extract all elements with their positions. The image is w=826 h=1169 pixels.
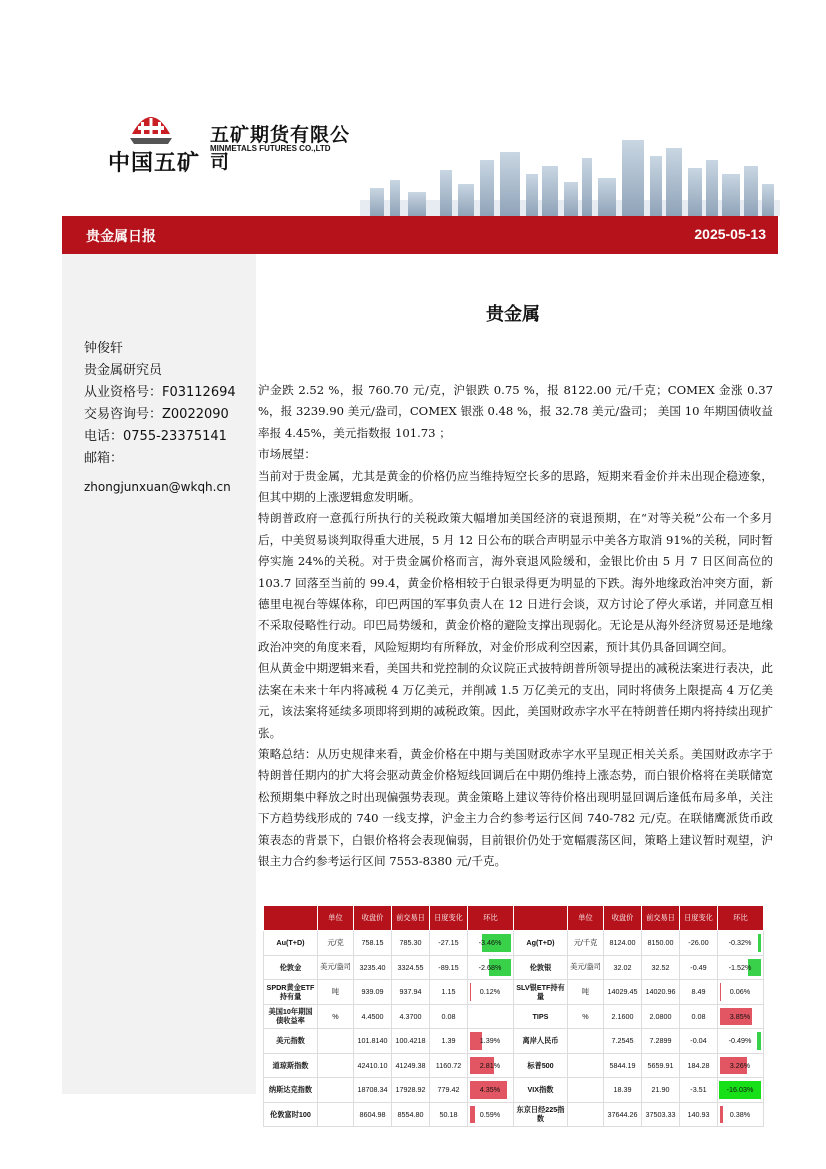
- unit-cell: 吨: [318, 980, 354, 1005]
- pct-change: -0.49%: [718, 1029, 764, 1054]
- unit-cell: %: [318, 1004, 354, 1029]
- unit-cell: 美元/盎司: [318, 955, 354, 980]
- author-email[interactable]: zhongjunxuan@wkqh.cn: [84, 480, 231, 494]
- unit-cell: 美元/盎司: [568, 955, 604, 980]
- pct-change: 0.12%: [468, 980, 514, 1005]
- unit-cell: 吨: [568, 980, 604, 1005]
- close-price: 5844.19: [604, 1053, 642, 1078]
- unit-cell: 元/克: [318, 931, 354, 956]
- table-row: [264, 1004, 764, 1029]
- author-name: 钟俊轩: [84, 341, 124, 356]
- prev-close: 937.94: [392, 980, 430, 1005]
- table-row: [264, 931, 764, 956]
- instrument-name: SLV银ETF持有量: [514, 980, 568, 1005]
- pct-change: 0.38%: [718, 1102, 764, 1127]
- close-price: 4.4500: [354, 1004, 392, 1029]
- column-header: 单位: [318, 906, 354, 931]
- close-price: 18.39: [604, 1078, 642, 1103]
- instrument-name: VIX指数: [514, 1078, 568, 1103]
- change-bar: [757, 1032, 761, 1050]
- unit-cell: [318, 1078, 354, 1103]
- instrument-name: 美元指数: [264, 1029, 318, 1054]
- prev-close: 21.90: [642, 1078, 680, 1103]
- daily-change: 50.18: [430, 1102, 468, 1127]
- prev-close: 32.52: [642, 955, 680, 980]
- pct-change: 1.39%: [468, 1029, 514, 1054]
- change-bar: [720, 983, 721, 1001]
- change-bar: [720, 1106, 723, 1124]
- prev-close: 7.2899: [642, 1029, 680, 1054]
- close-price: 32.02: [604, 955, 642, 980]
- instrument-name: SPDR黄金ETF持有量: [264, 980, 318, 1005]
- paragraph: 但从黄金中期逻辑来看，美国共和党控制的众议院正式披特朗普所领导提出的减税法案进行表决，此法案在未来十年内将减税 4 万亿美元，并削减 1.5 万亿美元的支出，同时将债务上限提高 4 万亿美元，该法案将延续多项即将到期的减税政策。因此，美国财政赤字水平在特朗普任期内将持续出现扩张。: [258, 661, 773, 740]
- city-skyline-illustration: [360, 130, 780, 216]
- pct-change: 4.35%: [468, 1078, 514, 1103]
- report-date: 2025-05-13: [694, 226, 766, 242]
- column-header: 环比: [718, 906, 764, 931]
- instrument-name: 伦敦金: [264, 955, 318, 980]
- daily-change: -3.51: [680, 1078, 718, 1103]
- instrument-name: 纳斯达克指数: [264, 1078, 318, 1103]
- daily-change: 184.28: [680, 1053, 718, 1078]
- close-price: 37644.26: [604, 1102, 642, 1127]
- column-header: 日度变化: [680, 906, 718, 931]
- pct-change: -16.03%: [718, 1078, 764, 1103]
- paragraph: 策略总结：从历史规律来看，黄金价格在中期与美国财政赤字水平呈现正相关关系。美国财政赤字于特朗普任期内的扩大将会驱动黄金价格短线回调后在中期仍维持上涨态势，而白银价格将在美联储宽松预期集中释放之时出现偏强势表现。黄金策略上建议等待价格出现明显回调后逢低布局多单，关注下方趋势线形成的 740 一线支撑，沪金主力合约参考运行区间 740-782 元/克。在联储鹰派货币政策表态的背景下，白银价格将会表现偏弱，目前银价仍处于宽幅震荡区间，策略上建议暂时观望，沪银主力合约参考运行区间 7553-8380 元/千克。: [258, 746, 773, 868]
- unit-cell: [568, 1029, 604, 1054]
- company-logo: [104, 104, 364, 174]
- prev-close: 100.4218: [392, 1029, 430, 1054]
- column-header: 收盘价: [354, 906, 392, 931]
- instrument-name: 离岸人民币: [514, 1029, 568, 1054]
- column-header: 环比: [468, 906, 514, 931]
- instrument-name: 美国10年期国债收益率: [264, 1004, 318, 1029]
- author-qualification: 从业资格号：F03112694: [84, 385, 236, 400]
- pct-change: 3.85%: [718, 1004, 764, 1029]
- daily-change: 1.39: [430, 1029, 468, 1054]
- unit-cell: 元/千克: [568, 931, 604, 956]
- instrument-name: 标普500: [514, 1053, 568, 1078]
- close-price: 101.8140: [354, 1029, 392, 1054]
- author-role: 贵金属研究员: [84, 363, 163, 378]
- unit-cell: [568, 1102, 604, 1127]
- prev-close: 2.0800: [642, 1004, 680, 1029]
- market-data-table: [263, 905, 764, 1127]
- change-bar: [470, 1106, 475, 1124]
- table-row: [264, 1053, 764, 1078]
- close-price: 3235.40: [354, 955, 392, 980]
- daily-change: 0.08: [430, 1004, 468, 1029]
- paragraph: 当前对于贵金属，尤其是黄金的价格仍应当维持短空长多的思路，短期来看金价并未出现企稳迹象，但其中期的上涨逻辑愈发明晰。: [258, 468, 773, 505]
- author-email-label: 邮箱：: [84, 451, 124, 466]
- daily-change: -27.15: [430, 931, 468, 956]
- close-price: 8124.00: [604, 931, 642, 956]
- instrument-name: TIPS: [514, 1004, 568, 1029]
- column-header: 前交易日: [642, 906, 680, 931]
- daily-change: 1.15: [430, 980, 468, 1005]
- company-name-en: MINMETALS FUTURES CO.,LTD: [210, 144, 331, 153]
- instrument-name: Ag(T+D): [514, 931, 568, 956]
- close-price: 42410.10: [354, 1053, 392, 1078]
- prev-close: 5659.91: [642, 1053, 680, 1078]
- prev-close: 4.3700: [392, 1004, 430, 1029]
- instrument-name: 道琼斯指数: [264, 1053, 318, 1078]
- company-name: 五矿期货有限公司: [210, 124, 351, 173]
- pct-change: 0.06%: [718, 980, 764, 1005]
- prev-close: 8554.80: [392, 1102, 430, 1127]
- change-bar: [470, 983, 471, 1001]
- instrument-name: 伦敦富时100: [264, 1102, 318, 1127]
- table-header-row: [264, 906, 764, 931]
- instrument-name: 东京日经225指数: [514, 1102, 568, 1127]
- column-header: 收盘价: [604, 906, 642, 931]
- close-price: 939.09: [354, 980, 392, 1005]
- daily-change: 779.42: [430, 1078, 468, 1103]
- pct-change: -3.46%: [468, 931, 514, 956]
- instrument-name: 伦敦银: [514, 955, 568, 980]
- close-price: 18708.34: [354, 1078, 392, 1103]
- prev-close: 14020.96: [642, 980, 680, 1005]
- prev-close: 41249.38: [392, 1053, 430, 1078]
- daily-change: 140.93: [680, 1102, 718, 1127]
- prev-close: 8150.00: [642, 931, 680, 956]
- daily-change: -89.15: [430, 955, 468, 980]
- pct-change: 0.59%: [468, 1102, 514, 1127]
- daily-change: 8.49: [680, 980, 718, 1005]
- pct-change: -1.52%: [718, 955, 764, 980]
- column-header: 前交易日: [392, 906, 430, 931]
- prev-close: 3324.55: [392, 955, 430, 980]
- table-row: [264, 1078, 764, 1103]
- unit-cell: [568, 1078, 604, 1103]
- unit-cell: [318, 1102, 354, 1127]
- report-body: [258, 380, 773, 872]
- close-price: 7.2545: [604, 1029, 642, 1054]
- paragraph: 市场展望：: [258, 447, 316, 462]
- report-title: 贵金属日报: [86, 229, 156, 245]
- column-header: 日度变化: [430, 906, 468, 931]
- close-price: 8604.98: [354, 1102, 392, 1127]
- prev-close: 17928.92: [392, 1078, 430, 1103]
- pct-change: 2.81%: [468, 1053, 514, 1078]
- author-phone: 电话：0755-23375141: [84, 429, 227, 444]
- column-header: 单位: [568, 906, 604, 931]
- paragraph: 特朗普政府一意孤行所执行的关税政策大幅增加美国经济的衰退预期，在“对等关税”公布一个多月后，中美贸易谈判取得重大进展，5 月 12 日公布的联合声明显示中美各方取消 91%的关税，同时暂停实施 24%的关税。对于贵金属价格而言，海外衰退风险缓和，金银比价由 5 月 7 日区间高位的 103.7 回落至当前的 99.4，黄金价格相较于白银录得更为明显的下跌。海外地缘政治冲突方面，新德里电视台等媒体称，印巴两国的军事负责人在 12 日进行会谈，双方讨论了停火承诺，并同意互相不采取侵略性行动。印巴局势缓和，黄金价格的避险支撑出现弱化。无论是从海外经济贸易还是地缘政治冲突的角度来看，风险短期均有所释放，对金价形成利空因素，预计其仍具备回调空间。: [258, 511, 773, 654]
- column-header: [264, 906, 318, 931]
- table-row: [264, 980, 764, 1005]
- pct-change: 3.26%: [718, 1053, 764, 1078]
- prev-close: 37503.33: [642, 1102, 680, 1127]
- table-row: [264, 1102, 764, 1127]
- report-banner: [62, 216, 778, 254]
- paragraph: 沪金跌 2.52 %，报 760.70 元/克，沪银跌 0.75 %，报 8122.00 元/千克；COMEX 金涨 0.37 %，报 3239.90 美元/盎司，COMEX 银涨 0.48 %，报 32.78 美元/盎司； 美国 10 年期国债收益率报 4.45%，美元指数报 101.73 ；: [258, 383, 773, 440]
- brand-name: 中国五矿: [108, 151, 201, 176]
- unit-cell: [318, 1053, 354, 1078]
- daily-change: 0.08: [680, 1004, 718, 1029]
- close-price: 758.15: [354, 931, 392, 956]
- change-bar: [758, 934, 761, 952]
- table-row: [264, 1029, 764, 1054]
- unit-cell: [318, 1029, 354, 1054]
- author-info: [84, 338, 236, 498]
- daily-change: 1160.72: [430, 1053, 468, 1078]
- daily-change: -26.00: [680, 931, 718, 956]
- instrument-name: Au(T+D): [264, 931, 318, 956]
- pct-change: -2.68%: [468, 955, 514, 980]
- prev-close: 785.30: [392, 931, 430, 956]
- pct-change: [468, 1004, 514, 1029]
- close-price: 2.1600: [604, 1004, 642, 1029]
- daily-change: -0.04: [680, 1029, 718, 1054]
- unit-cell: %: [568, 1004, 604, 1029]
- daily-change: -0.49: [680, 955, 718, 980]
- column-header: [514, 906, 568, 931]
- minmetals-logo-icon: [128, 104, 174, 148]
- close-price: 14029.45: [604, 980, 642, 1005]
- pct-change: -0.32%: [718, 931, 764, 956]
- unit-cell: [568, 1053, 604, 1078]
- table-row: [264, 955, 764, 980]
- author-consult-id: 交易咨询号：Z0022090: [84, 407, 229, 422]
- document-title: 贵金属: [486, 304, 540, 325]
